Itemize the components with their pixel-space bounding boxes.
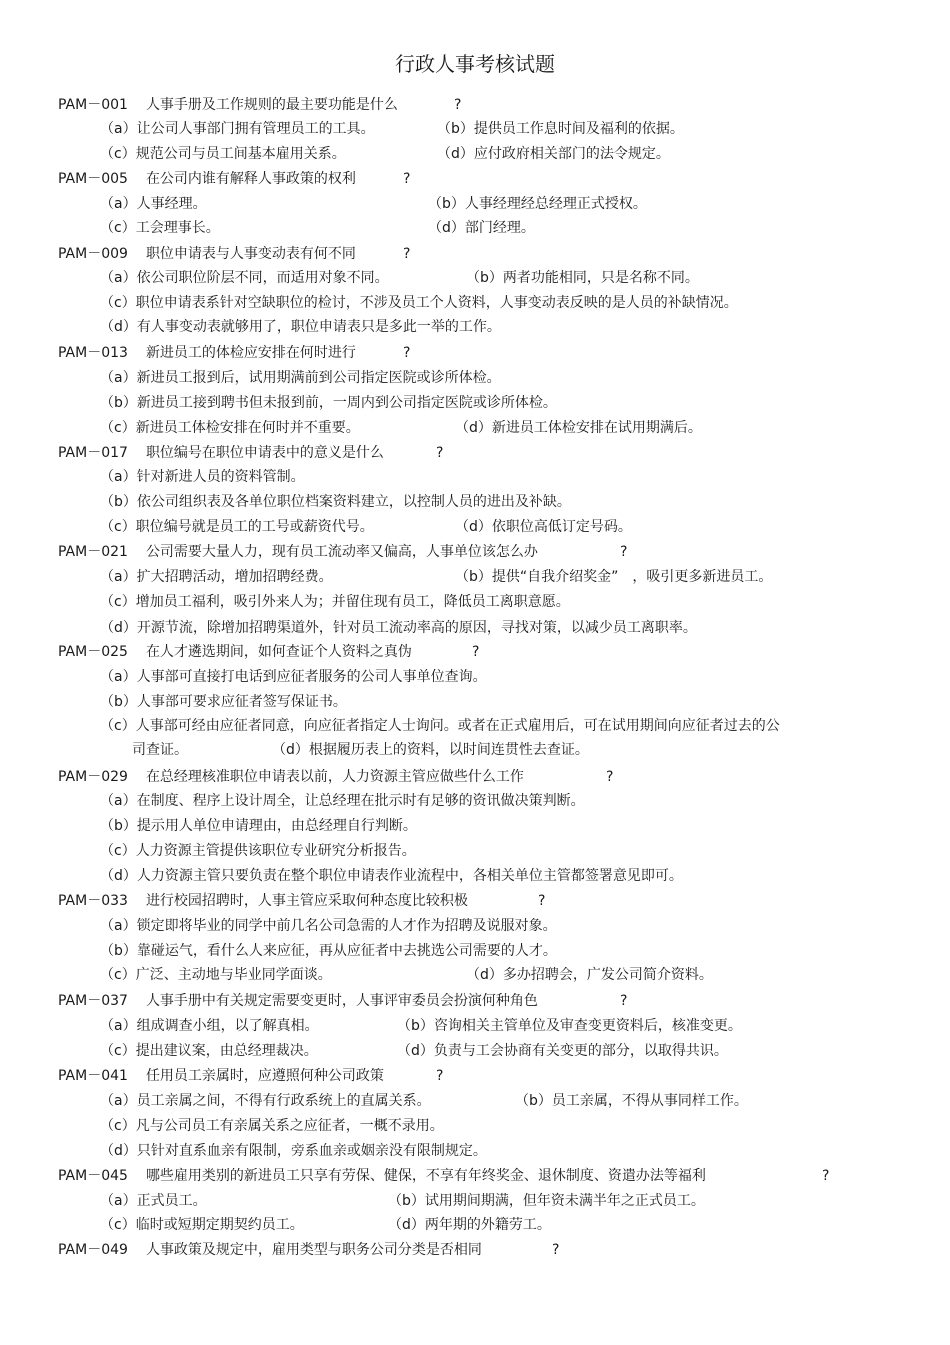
- option-d: （d）依职位高低订定号码。: [455, 519, 632, 535]
- option-c: （c）凡与公司员工有亲属关系之应征者，一概不录用。: [100, 1118, 444, 1134]
- option-c: （c）工会理事长。: [100, 220, 220, 236]
- option-a: （a）新进员工报到后，试用期满前到公司指定医院或诊所体检。: [100, 370, 501, 386]
- question-code: PAM－021: [58, 544, 128, 560]
- option-b: （b）靠碰运气，看什么人来应征，再从应征者中去挑选公司需要的人才。: [100, 943, 557, 959]
- question-text: 进行校园招聘时，人事主管应采取何种态度比较积极: [145, 893, 468, 909]
- option-b: （b）员工亲属，不得从事同样工作。: [515, 1093, 748, 1109]
- option-b: （b）试用期间期满，但年资未满半年之正式员工。: [388, 1193, 705, 1209]
- question-code: PAM－045: [58, 1168, 128, 1184]
- option-d: （d）应付政府相关部门的法令规定。: [437, 146, 670, 162]
- option-d: （d）新进员工体检安排在试用期满后。: [455, 420, 702, 436]
- option-a: （a）员工亲属之间，不得有行政系统上的直属关系。: [100, 1093, 431, 1109]
- question-pam-037: [58, 991, 628, 1011]
- option-a: （a）正式员工。: [100, 1193, 207, 1209]
- option-a: （a）针对新进人员的资料管制。: [100, 469, 305, 485]
- question-pam-033: [58, 891, 546, 911]
- option-c: （c）新进员工体检安排在何时并不重要。: [100, 420, 360, 436]
- question-text: 在人才遴选期间，如何查证个人资料之真伪: [145, 644, 412, 660]
- question-pam-041: [58, 1066, 444, 1086]
- question-code: PAM－037: [58, 993, 128, 1009]
- option-c: （c）规范公司与员工间基本雇用关系。: [100, 146, 346, 162]
- option-b: （b）两者功能相同，只是名称不同。: [466, 270, 699, 286]
- option-a: （a）在制度、程序上设计周全，让总经理在批示时有足够的资讯做决策判断。: [100, 793, 585, 809]
- question-mark: ?: [454, 97, 462, 113]
- question-code: PAM－033: [58, 893, 128, 909]
- question-mark: ?: [436, 1068, 444, 1084]
- option-c-continued: 司查证。: [132, 742, 188, 758]
- question-text: 任用员工亲属时，应遵照何种公司政策: [145, 1068, 384, 1084]
- question-code: PAM－005: [58, 171, 128, 187]
- question-mark: ?: [472, 644, 480, 660]
- question-text: 在公司内谁有解释人事政策的权利: [145, 171, 356, 187]
- option-b: （b）提供员工作息时间及福利的依据。: [437, 121, 684, 137]
- question-mark: ?: [403, 246, 411, 262]
- question-mark: ?: [822, 1168, 830, 1184]
- question-code: PAM－025: [58, 644, 128, 660]
- question-pam-001: [58, 95, 462, 115]
- question-text: 公司需要大量人力，现有员工流动率又偏高，人事单位该怎么办: [145, 544, 538, 560]
- question-pam-045: [58, 1166, 830, 1186]
- question-mark: ?: [606, 769, 614, 785]
- option-d: （d）两年期的外籍劳工。: [388, 1217, 551, 1233]
- option-c: （c）临时或短期定期契约员工。: [100, 1217, 304, 1233]
- option-a: （a）组成调查小组，以了解真相。: [100, 1018, 319, 1034]
- question-text: 人事政策及规定中，雇用类型与职务公司分类是否相同: [145, 1242, 482, 1258]
- question-mark: ?: [403, 345, 411, 361]
- option-c: （c）职位申请表系针对空缺职位的检讨，不涉及员工个人资料，人事变动表反映的是人员的补缺情况。: [100, 295, 738, 311]
- question-mark: ?: [436, 445, 444, 461]
- question-text: 职位编号在职位申请表中的意义是什么: [145, 445, 384, 461]
- question-text: 在总经理核准职位申请表以前，人力资源主管应做些什么工作: [145, 769, 524, 785]
- question-code: PAM－049: [58, 1242, 128, 1258]
- option-d: （d）只针对直系血亲有限制，旁系血亲或姻亲没有限制规定。: [100, 1143, 487, 1159]
- option-a: （a）锁定即将毕业的同学中前几名公司急需的人才作为招聘及说服对象。: [100, 918, 557, 934]
- option-c: （c）增加员工福利，吸引外来人为；并留住现有员工，降低员工离职意愿。: [100, 594, 570, 610]
- option-d: （d）根据履历表上的资料，以时间连贯性去查证。: [272, 742, 589, 758]
- option-b: （b）人事部可要求应征者签写保证书。: [100, 694, 347, 710]
- option-c: （c）职位编号就是员工的工号或薪资代号。: [100, 519, 374, 535]
- question-text: 职位申请表与人事变动表有何不同: [145, 246, 356, 262]
- option-d: （d）开源节流，除增加招聘渠道外，针对员工流动率高的原因，寻找对策，以减少员工离职率。: [100, 620, 697, 636]
- option-b: （b）人事经理经总经理正式授权。: [428, 196, 647, 212]
- option-c: （c）人力资源主管提供该职位专业研究分析报告。: [100, 843, 416, 859]
- option-c: （c）人事部可经由应征者同意，向应征者指定人士询问。或者在正式雇用后，可在试用期间向应征者过去的公: [100, 718, 780, 734]
- question-code: PAM－013: [58, 345, 128, 361]
- question-code: PAM－017: [58, 445, 128, 461]
- question-text: 哪些雇用类别的新进员工只享有劳保、健保，不享有年终奖金、退休制度、资遣办法等福利: [145, 1168, 706, 1184]
- question-pam-005: [58, 169, 411, 189]
- question-pam-017: [58, 443, 444, 463]
- option-a: （a）人事经理。: [100, 196, 207, 212]
- option-d: （d）有人事变动表就够用了，职位申请表只是多此一举的工作。: [100, 319, 501, 335]
- question-code: PAM－009: [58, 246, 128, 262]
- option-b: （b）依公司组织表及各单位职位档案资料建立，以控制人员的进出及补缺。: [100, 494, 571, 510]
- question-code: PAM－001: [58, 97, 128, 113]
- option-c: （c）提出建议案，由总经理裁决。: [100, 1043, 318, 1059]
- option-b: （b）新进员工接到聘书但未报到前，一周内到公司指定医院或诊所体检。: [100, 395, 557, 411]
- question-pam-029: [58, 767, 614, 787]
- question-mark: ?: [620, 544, 628, 560]
- question-code: PAM－041: [58, 1068, 128, 1084]
- option-a: （a）扩大招聘活动，增加招聘经费。: [100, 569, 333, 585]
- question-code: PAM－029: [58, 769, 128, 785]
- question-mark: ?: [403, 171, 411, 187]
- option-d: （d）多办招聘会，广发公司简介资料。: [466, 967, 713, 983]
- question-text: 新进员工的体检应安排在何时进行: [145, 345, 356, 361]
- question-pam-021: [58, 542, 628, 562]
- option-d: （d）部门经理。: [428, 220, 535, 236]
- option-d: （d）负责与工会协商有关变更的部分，以取得共识。: [397, 1043, 728, 1059]
- option-c: （c）广泛、主动地与毕业同学面谈。: [100, 967, 332, 983]
- option-d: （d）人力资源主管只要负责在整个职位申请表作业流程中，各相关单位主管都签署意见即可。: [100, 868, 683, 884]
- question-mark: ?: [620, 993, 628, 1009]
- question-pam-049: [58, 1240, 560, 1260]
- question-text: 人事手册中有关规定需要变更时，人事评审委员会扮演何种角色: [145, 993, 538, 1009]
- option-a: （a）人事部可直接打电话到应征者服务的公司人事单位查询。: [100, 669, 487, 685]
- question-pam-025: [58, 642, 480, 662]
- option-b: （b）咨询相关主管单位及审查变更资料后，核准变更。: [397, 1018, 742, 1034]
- page-title: 行政人事考核试题: [395, 52, 555, 76]
- option-a: （a）依公司职位阶层不同，而适用对象不同。: [100, 270, 389, 286]
- question-mark: ?: [538, 893, 546, 909]
- question-text: 人事手册及工作规则的最主要功能是什么: [145, 97, 398, 113]
- option-b: （b）提供“自我介绍奖金” ，吸引更多新进员工。: [455, 569, 773, 585]
- option-a: （a）让公司人事部门拥有管理员工的工具。: [100, 121, 375, 137]
- question-pam-013: [58, 343, 411, 363]
- question-pam-009: [58, 244, 411, 264]
- option-b: （b）提示用人单位申请理由，由总经理自行判断。: [100, 818, 417, 834]
- question-mark: ?: [552, 1242, 560, 1258]
